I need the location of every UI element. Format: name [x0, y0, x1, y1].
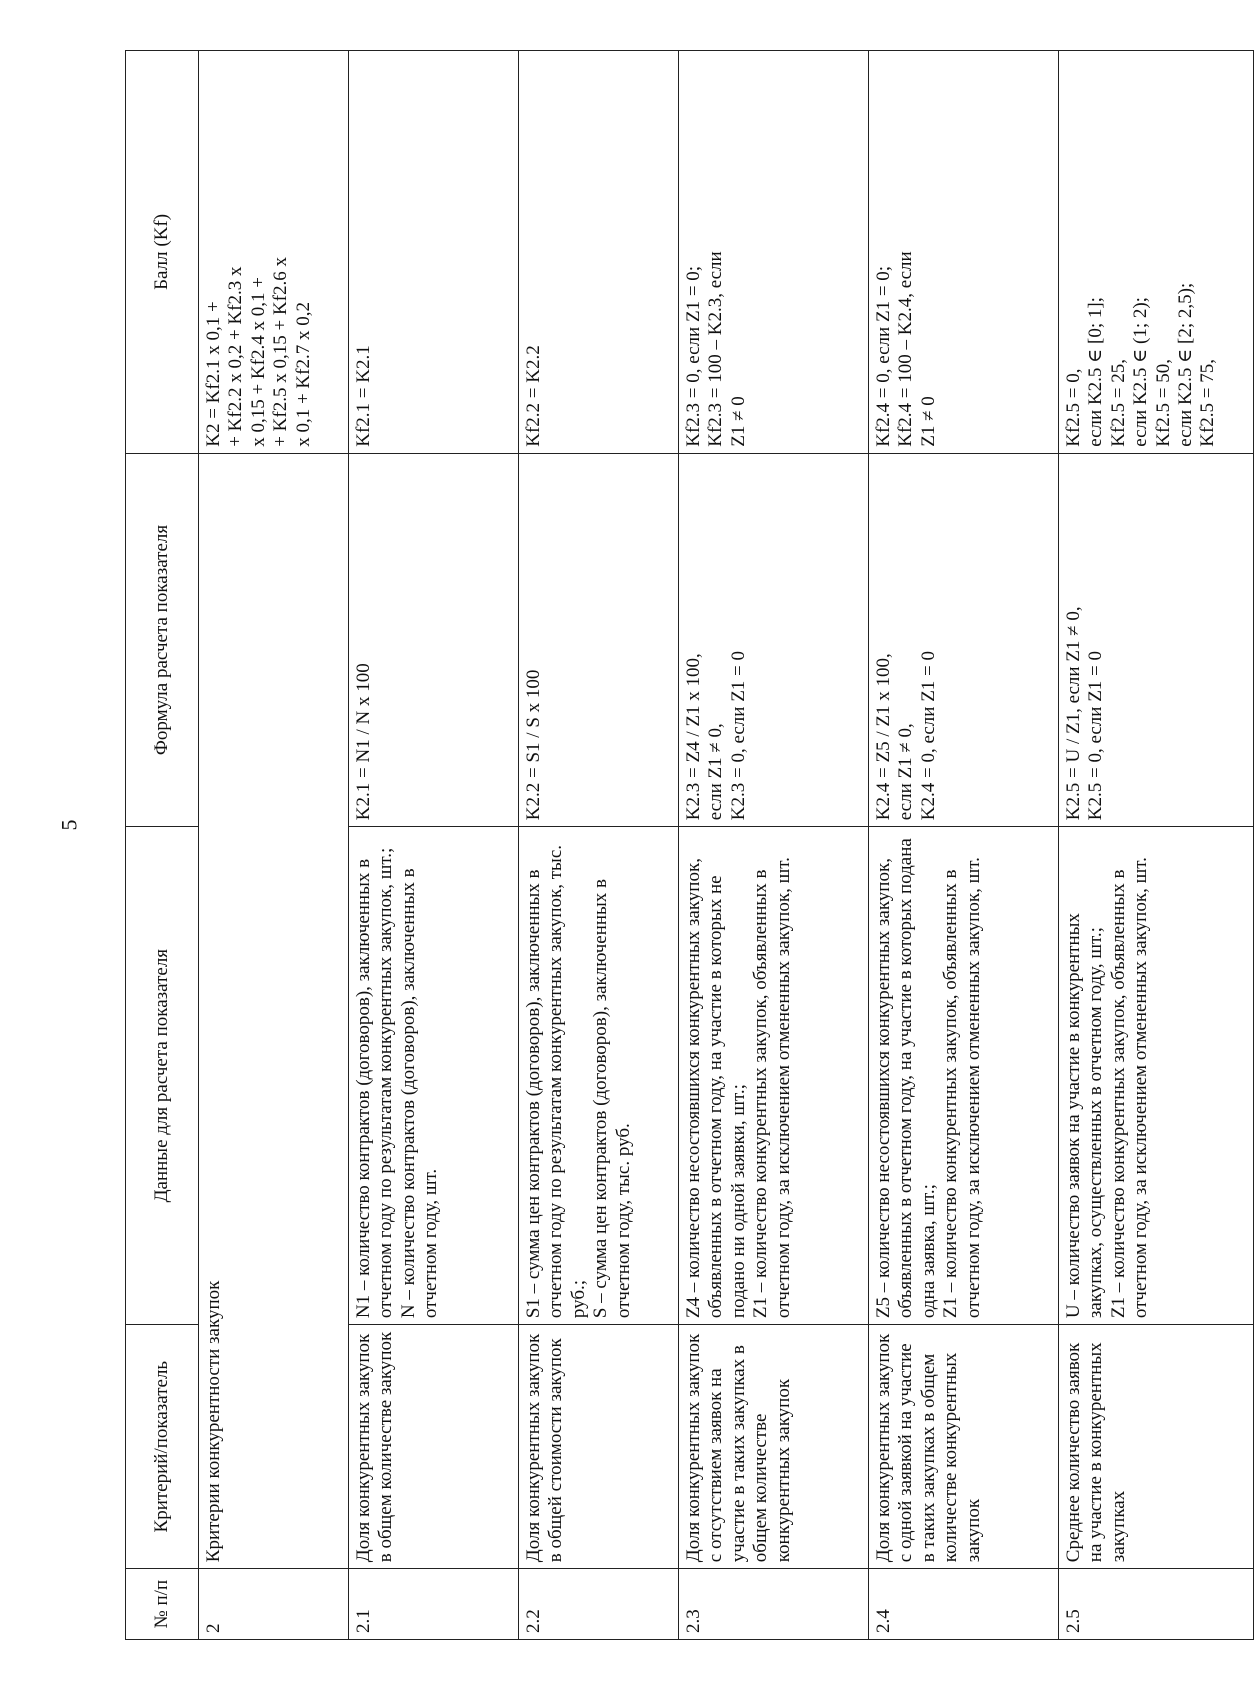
formula-cell [1059, 453, 1254, 826]
text-line: Kf2.5 = 0, [1063, 368, 1084, 447]
data-cell [679, 827, 869, 1325]
score-cell [679, 51, 869, 454]
text-line: K2.2 = S1 / S x 100 [523, 669, 544, 821]
section-title: Критерии конкурентности закупок [199, 453, 349, 1568]
text-line: Z1 – количество конкурентных закупок, объявленных в отчетном году, за исключением отмененных закупок, шт. [1107, 857, 1152, 1319]
score-cell [869, 51, 1059, 454]
table-row [869, 51, 1059, 1640]
text-line: Kf2.5 = 75, [1197, 359, 1219, 447]
row-number: 2.3 [679, 1569, 869, 1640]
text-line: K2.3 = 0, если Z1 = 0 [727, 650, 749, 821]
text-line: если K2.5 ∈ (1; 2); [1130, 297, 1152, 447]
text-line: K2.4 = 0, если Z1 = 0 [917, 650, 939, 821]
section-row [199, 51, 349, 1640]
criterion-cell: Доля конкурентных закупок с отсутствием заявок на участие в таких закупках в общем количестве конкурентных закупок [679, 1325, 869, 1569]
text-line: если K2.5 ∈ [2; 2,5); [1175, 282, 1197, 447]
data-cell [869, 827, 1059, 1325]
row-number: 2.5 [1059, 1569, 1254, 1640]
text-line: Kf2.3 = 0, если Z1 = 0; [683, 265, 704, 447]
criterion-cell: Доля конкурентных закупок в общей стоимости закупок [519, 1325, 679, 1569]
criterion-cell: Доля конкурентных закупок с одной заявкой на участие в таких закупках в общем количестве конкурентных закупок [869, 1325, 1059, 1569]
header-formula: Формула расчета показателя [126, 453, 199, 826]
section-score [199, 51, 349, 454]
text-line: x 0,1 + Kf2.7 x 0,2 [292, 302, 314, 447]
text-line: если Z1 ≠ 0, [705, 723, 727, 821]
table-row [1059, 51, 1254, 1640]
text-line: Kf2.4 = 100 – K2.4, если [895, 251, 917, 447]
text-line: x 0,15 + Kf2.4 x 0,1 + [247, 277, 269, 447]
text-line: Z5 – количество несостоявшихся конкурентных закупок, объявленных в отчетном году, на участие в которых подана одна заявка, шт.; [873, 838, 939, 1319]
text-line: S1 – сумма цен контрактов (договоров), заключенных в отчетном году по результатам конкурентных закупок, тыс. руб.; [523, 844, 589, 1319]
formula-cell [519, 453, 679, 826]
row-number: 2.1 [349, 1569, 519, 1640]
text-line: Kf2.3 = 100 – K2.3, если [705, 251, 727, 447]
score-cell [1059, 51, 1254, 454]
text-line: Kf2.5 = 50, [1152, 359, 1174, 447]
criterion-cell: Среднее количество заявок на участие в конкурентных закупках [1059, 1325, 1254, 1569]
text-line: + Kf2.5 x 0,15 + Kf2.6 x [270, 257, 292, 447]
text-line: Kf2.2 = K2.2 [523, 345, 544, 447]
formula-cell [679, 453, 869, 826]
header-score: Балл (Kf) [126, 51, 199, 454]
text-line: Z1 ≠ 0 [727, 396, 749, 447]
text-line: K2.5 = U / Z1, если Z1 ≠ 0, [1063, 606, 1084, 821]
text-line: + Kf2.2 x 0,2 + Kf2.3 x [225, 266, 247, 447]
text-line: если Z1 ≠ 0, [895, 723, 917, 821]
text-line: если K2.5 ∈ [0; 1]; [1085, 297, 1107, 447]
text-line: N1 – количество контрактов (договоров), заключенных в отчетном году по результатам конкурентных закупок, шт.; [353, 847, 397, 1319]
text-line: K2 = Kf2.1 x 0,1 + [203, 301, 224, 447]
header-criterion: Критерий/показатель [126, 1325, 199, 1569]
text-line: K2.5 = 0, если Z1 = 0 [1085, 650, 1107, 821]
text-line: Kf2.4 = 0, если Z1 = 0; [873, 265, 894, 447]
score-cell [349, 51, 519, 454]
page-number: 5 [56, 819, 82, 831]
text-line: S – сумма цен контрактов (договоров), заключенных в отчетном году, тыс. руб. [590, 878, 634, 1319]
table-row [519, 51, 679, 1640]
text-line: N – количество контрактов (договоров), заключенных в отчетном году, шт. [397, 868, 442, 1319]
data-cell [349, 827, 519, 1325]
row-number: 2.2 [519, 1569, 679, 1640]
header-row [126, 51, 199, 1640]
table-row [679, 51, 869, 1640]
text-line: Z1 ≠ 0 [917, 396, 939, 447]
data-cell [519, 827, 679, 1325]
formula-cell [349, 453, 519, 826]
formula-cell [869, 453, 1059, 826]
section-num: 2 [199, 1569, 349, 1640]
text-line: K2.1 = N1 / N x 100 [353, 663, 374, 821]
row-number: 2.4 [869, 1569, 1059, 1640]
rotated-table-wrapper [125, 50, 1219, 1640]
header-num: № п/п [126, 1569, 199, 1640]
score-cell [519, 51, 679, 454]
data-cell [1059, 827, 1254, 1325]
text-line: K2.4 = Z5 / Z1 x 100, [873, 653, 894, 821]
criteria-table [125, 50, 1254, 1640]
text-line: K2.3 = Z4 / Z1 x 100, [683, 653, 704, 821]
text-line: U – количество заявок на участие в конкурентных закупках, осуществленных в отчетном году, шт.; [1063, 913, 1107, 1319]
table-row [349, 51, 519, 1640]
text-line: Z1 – количество конкурентных закупок, объявленных в отчетном году, за исключением отмененных закупок, шт. [940, 857, 984, 1319]
criterion-cell: Доля конкурентных закупок в общем количестве закупок [349, 1325, 519, 1569]
text-line: Kf2.1 = K2.1 [353, 345, 374, 447]
header-data: Данные для расчета показателя [126, 827, 199, 1325]
text-line: Kf2.5 = 25, [1107, 359, 1129, 447]
text-line: Z1 – количество конкурентных закупок, объявленных в отчетном году, за исключением отмененных закупок, шт. [750, 857, 794, 1319]
text-line: Z4 – количество несостоявшихся конкурентных закупок, объявленных в отчетном году, на участие в которых не подано ни одной заявки, шт.; [683, 858, 749, 1319]
